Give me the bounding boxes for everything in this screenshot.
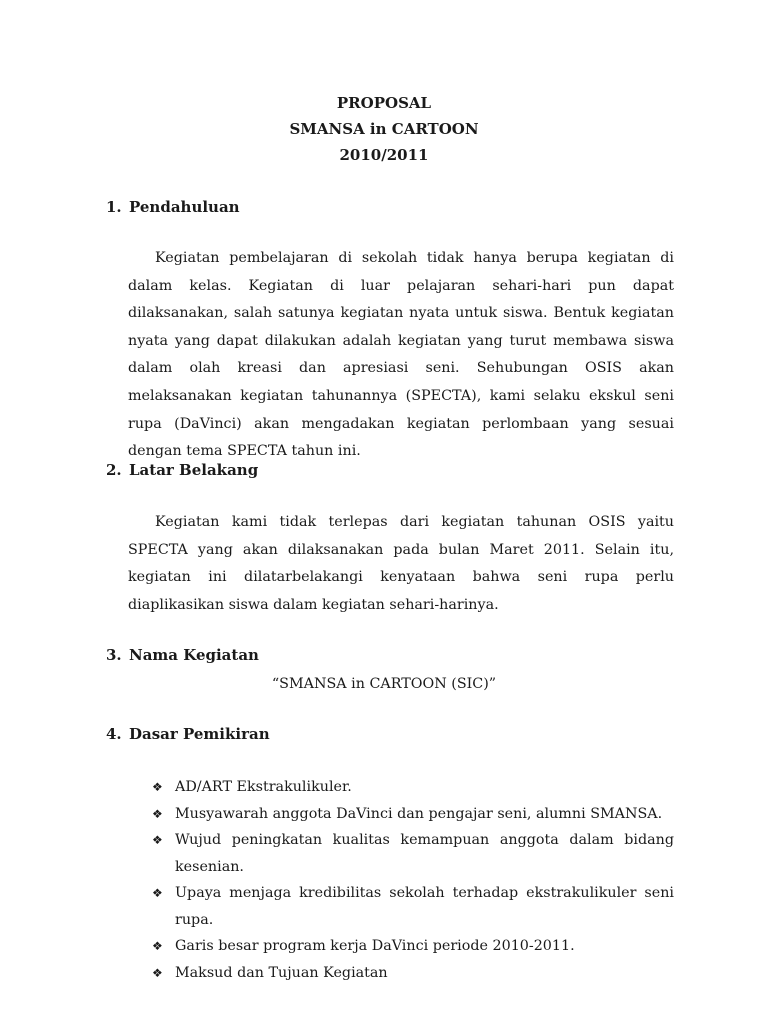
diamond-bullet-icon: ❖ — [152, 780, 163, 794]
list-item: ❖ Musyawarah anggota DaVinci dan pengajar seni, alumni SMANSA. — [150, 801, 674, 828]
list-item: ❖ AD/ART Ekstrakulikuler. — [150, 774, 674, 801]
section-4-title: Dasar Pemikiran — [129, 725, 270, 743]
list-item: ❖ Upaya menjaga kredibilitas sekolah terhadap ekstrakulikuler seni rupa. — [150, 880, 674, 933]
section-3-number: 3. — [106, 646, 122, 664]
diamond-bullet-icon: ❖ — [152, 886, 163, 900]
section-2-title: Latar Belakang — [129, 461, 259, 479]
title-line-1: PROPOSAL — [336, 94, 432, 112]
section-1-title: Pendahuluan — [129, 198, 240, 216]
list-item: ❖ Garis besar program kerja DaVinci periode 2010-2011. — [150, 933, 674, 960]
diamond-bullet-icon: ❖ — [152, 806, 163, 821]
diamond-bullet-icon: ❖ — [152, 965, 163, 980]
document-title — [0, 90, 768, 168]
list-item: ❖ Wujud peningkatan kualitas kemampuan anggota dalam bidang kesenian. — [150, 827, 674, 880]
section-3-heading — [106, 644, 259, 666]
section-4-number: 4. — [106, 725, 122, 743]
section-2-number: 2. — [106, 461, 122, 479]
diamond-bullet-icon: ❖ — [152, 939, 163, 953]
section-1-paragraph: Kegiatan pembelajaran di sekolah tidak hanya berupa kegiatan di dalam kelas. Kegiatan di luar pelajaran sehari-hari pun dapat dilaksanakan, salah satunya kegiatan nyata untuk siswa. Bentuk kegiatan nyata yang dapat dilakukan adalah kegiatan yang turut membawa siswa dalam olah kreasi dan apresiasi seni. Sehubungan OSIS akan melaksanakan kegiatan tahunannya (SPECTA), kami selaku ekskul seni rupa (DaVinci) akan mengadakan kegiatan perlombaan yang sesuai dengan tema SPECTA tahun ini. — [128, 250, 674, 460]
activity-name: “SMANSA in CARTOON (SIC)” — [271, 676, 497, 692]
section-4-heading — [106, 723, 270, 745]
bullet-list — [150, 774, 674, 986]
section-1-heading — [106, 196, 240, 218]
list-item: ❖ Maksud dan Tujuan Kegiatan — [150, 960, 674, 987]
title-line-2: SMANSA in CARTOON — [289, 120, 479, 138]
section-2-heading — [106, 459, 258, 481]
section-3-title: Nama Kegiatan — [129, 646, 259, 664]
title-line-3: 2010/2011 — [339, 146, 429, 164]
diamond-bullet-icon: ❖ — [152, 833, 163, 847]
section-2-paragraph: Kegiatan kami tidak terlepas dari kegiatan tahunan OSIS yaitu SPECTA yang akan dilaksanakan pada bulan Maret 2011. Selain itu, kegiatan ini dilatarbelakangi kenyataan bahwa seni rupa perlu diaplikasikan siswa dalam kegiatan sehari-harinya. — [128, 514, 674, 613]
section-1-number: 1. — [106, 198, 122, 216]
